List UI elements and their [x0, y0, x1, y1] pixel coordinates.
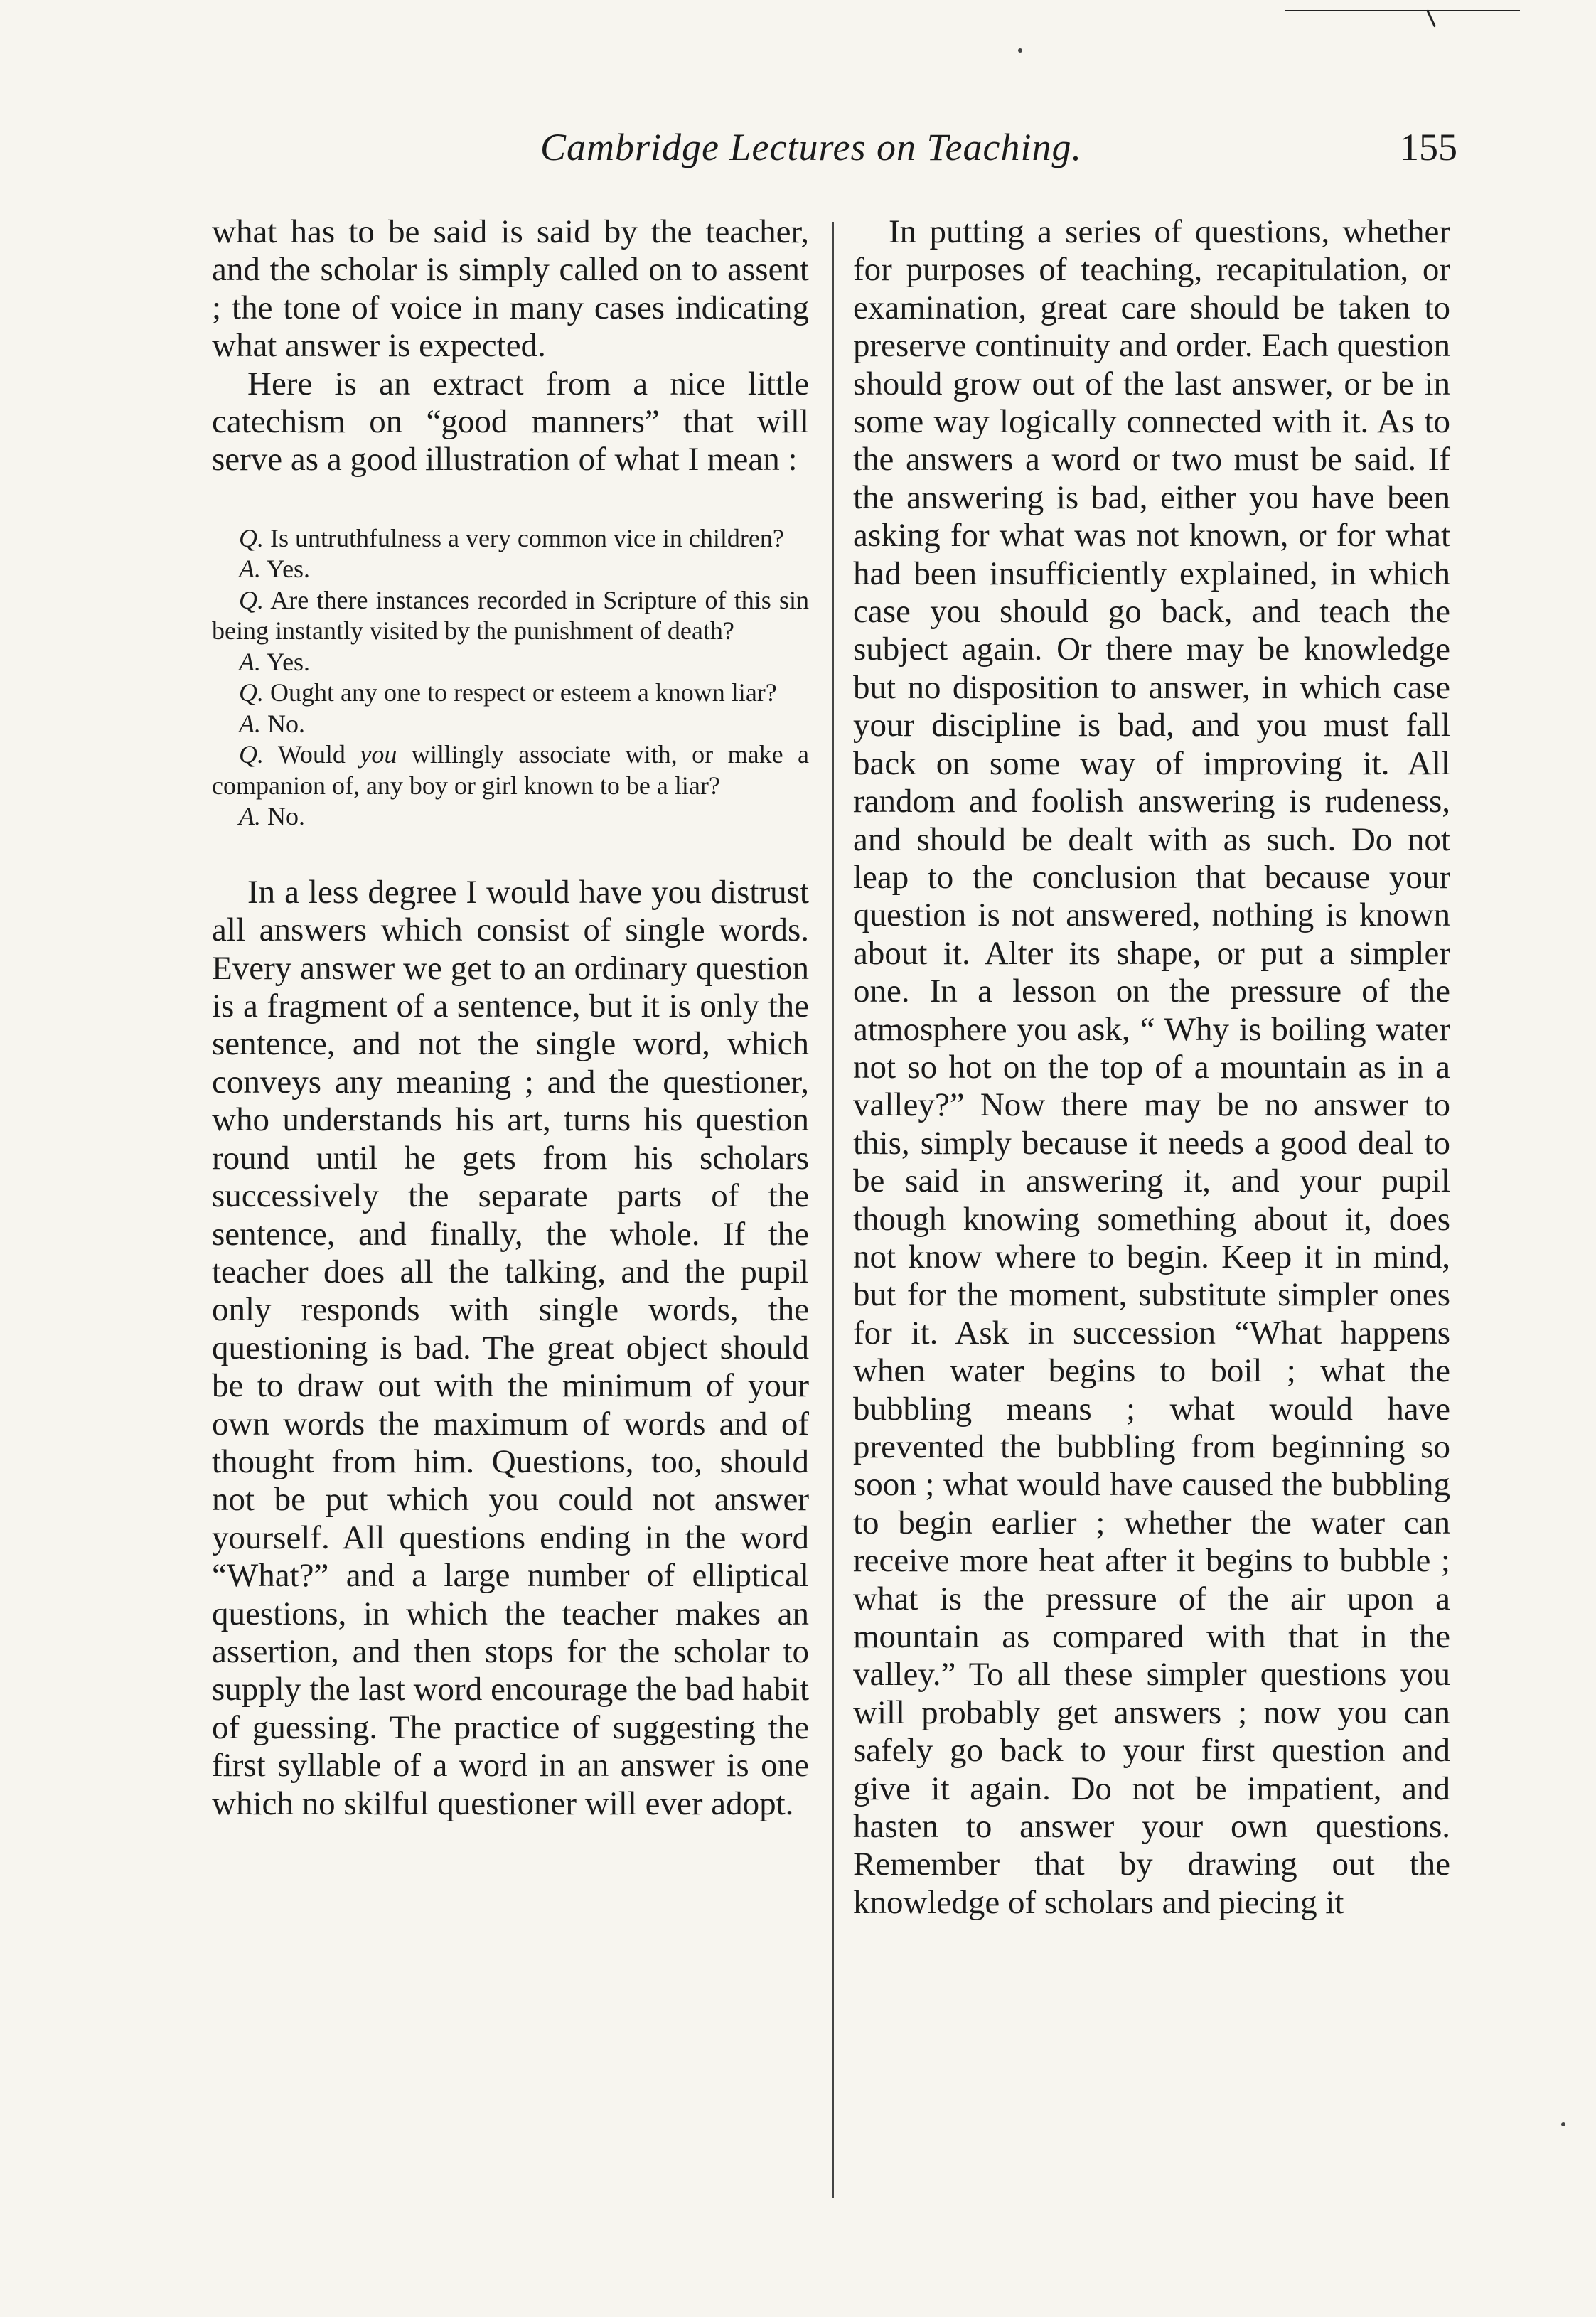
running-head — [540, 125, 1457, 175]
catechism-extract — [212, 523, 809, 833]
running-title: Cambridge Lectures on Teaching. — [540, 126, 1082, 168]
scan-rule-mark — [1285, 10, 1520, 11]
catechism-line: A. No. — [239, 709, 305, 738]
catechism-line: A. No. — [239, 802, 305, 831]
catechism-line: Q. Is untruthfulness a very common vice in children? — [239, 523, 784, 552]
page-number: 155 — [1400, 126, 1457, 168]
catechism-line: Q. Are there instances recorded in Scripture of this sin being instantly visited by the punishment of death? — [212, 585, 809, 646]
scan-speck — [1018, 48, 1022, 53]
left-column — [212, 213, 809, 1823]
catechism-line: Q. Ought any one to respect or esteem a known liar? — [239, 678, 777, 707]
paragraph: Here is an extract from a nice little catechism on “good manners” that will serve as a good illustration of what I mean : — [212, 365, 809, 478]
right-column — [853, 213, 1450, 1922]
paragraph: what has to be said is said by the teacher, and the scholar is simply called on to assent ; the tone of voice in many cases indicating what answer is expected. — [212, 213, 809, 365]
catechism-line: A. Yes. — [239, 647, 311, 676]
scan-tick-mark — [1426, 9, 1436, 27]
paragraph: In putting a series of questions, whether for purposes of teaching, recapitulation, or examination, great care should be taken to preserve continuity and order. Each question should grow out of the last answer, or be in some way logically connected with it. As to the answers a word or two must be said. If the answering is bad, either you have been asking for what was not known, or for what had been insufficiently explained, in which case you should go back, and teach the subject again. Or there may be knowledge but no disposition to answer, in which case your discipline is bad, and you must fall back on some way of improving it. All random and foolish answering is rudeness, and should be dealt with as such. Do not leap to the conclusion that because your question is not answered, nothing is known about it. Alter its shape, or put a simpler one. In a lesson on the pressure of the atmosphere you ask, “ Why is boiling water not so hot on the top of a mountain as in a valley?” Now there may be no answer to this, simply because it needs a good deal to be said in answering it, and your pupil though knowing something about it, does not know where to begin. Keep it in mind, but for the moment, substitute simpler ones for it. Ask in succession “What happens when water begins to boil ; what the bubbling means ; what would have prevented the bubbling from beginning so soon ; what would have caused the bubbling to begin earlier ; whether the water can receive more heat after it begins to bubble ; what is the pressure of the air upon a mountain as compared with that in the valley.” To all these simpler questions you will probably get answers ; now you can safely go back to your first question and give it again. Do not be impatient, and hasten to answer your own questions. Remember that by drawing out the knowledge of scholars and piecing it — [853, 213, 1450, 1921]
catechism-line: Q. Would you willingly associate with, or make a companion of, any boy or girl known to be a liar? — [212, 740, 809, 800]
catechism-line: A. Yes. — [239, 555, 311, 584]
paragraph: In a less degree I would have you distrust all answers which consist of single words. Every answer we get to an ordinary question is a fragment of a sentence, but it is only the sentence, and not the single word, which conveys any meaning ; and the questioner, who understands his art, turns his question round until he gets from his scholars successively the separate parts of the sentence, and finally, the whole. If the teacher does all the talking, and the pupil only responds with single words, the questioning is bad. The great object should be to draw out with the minimum of your own words the maximum of words and of thought from him. Questions, too, should not be put which you could not answer yourself. All questions ending in the word “What?” and a large number of elliptical questions, in which the teacher makes an assertion, and then stops for the scholar to supply the last word encourage the bad habit of guessing. The practice of suggesting the first syllable of a word in an answer is one which no skilful questioner will ever adopt. — [212, 873, 809, 1822]
scan-speck — [1561, 2122, 1565, 2126]
column-divider — [832, 222, 834, 2198]
